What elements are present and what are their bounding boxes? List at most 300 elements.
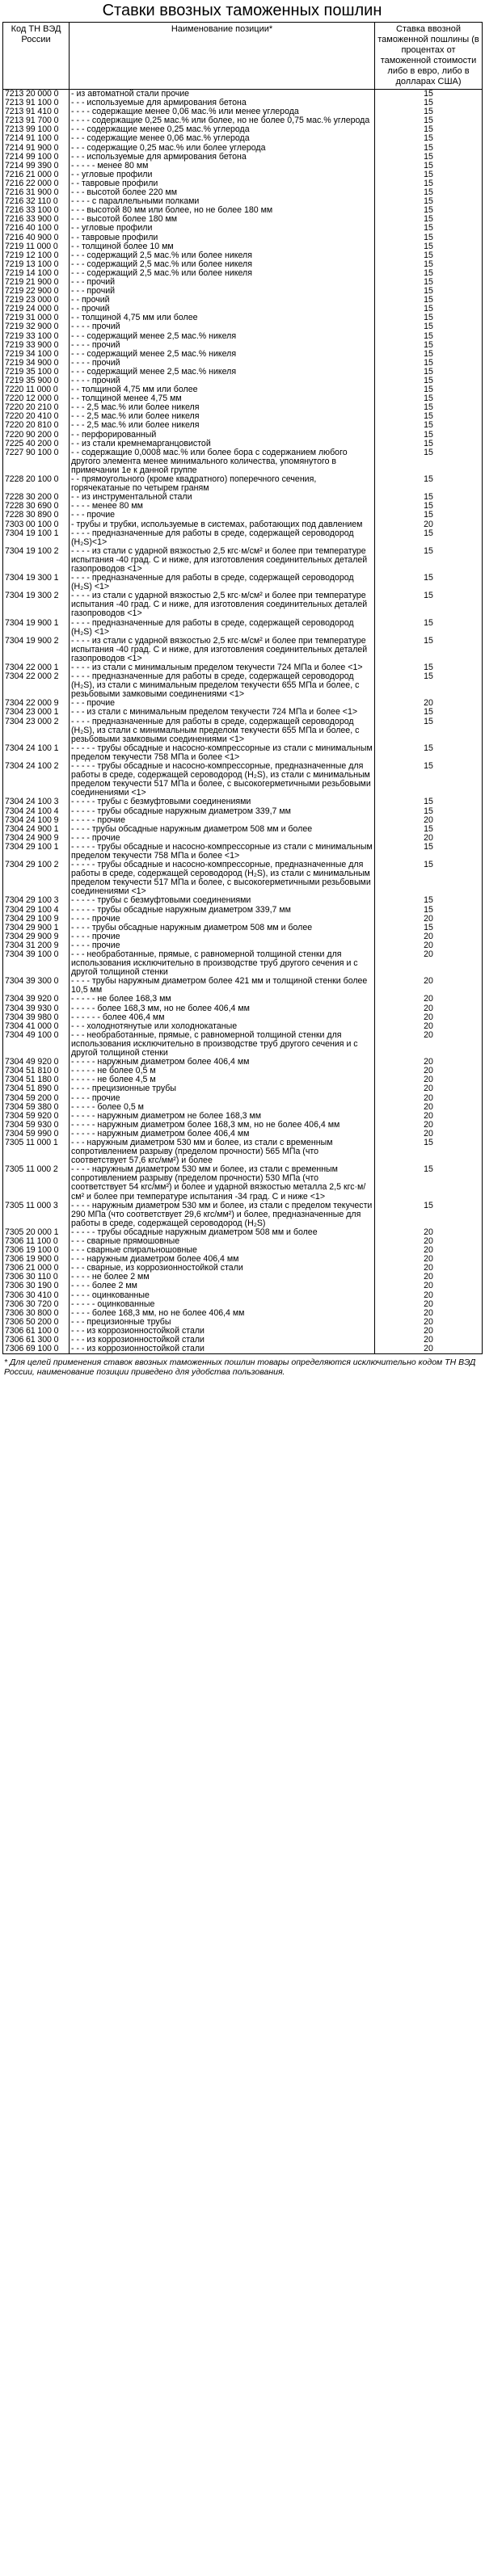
code-cell: 7306 19 900 0: [3, 1255, 70, 1264]
rate-cell: 20: [375, 1022, 483, 1031]
table-body: [3, 90, 483, 1354]
code-cell: 7304 51 810 0: [3, 1067, 70, 1075]
code-cell: 7305 11 000 2: [3, 1165, 70, 1201]
rate-cell: 15: [375, 502, 483, 511]
rate-cell: 15: [375, 350, 483, 359]
name-cell: - - - - прочие: [70, 915, 375, 924]
name-cell: - - - - из стали с ударной вязкостью 2,5 кгс·м/см² и более при температуре испытания -40 град. С и ниже, для изготовления соединительных деталей газопроводов <1>: [70, 547, 375, 574]
code-cell: 7304 59 920 0: [3, 1112, 70, 1121]
rate-cell: 15: [375, 206, 483, 215]
table-row: [3, 672, 483, 699]
code-cell: 7219 34 100 0: [3, 350, 70, 359]
code-cell: 7306 19 100 0: [3, 1246, 70, 1255]
name-cell: - - тавровые профили: [70, 234, 375, 242]
name-cell: - - прочий: [70, 296, 375, 305]
code-cell: 7304 49 920 0: [3, 1058, 70, 1067]
table-row: [3, 1282, 483, 1290]
rate-cell: 15: [375, 269, 483, 278]
rate-cell: 15: [375, 215, 483, 224]
name-cell: - - - содержащие 0,25 мас.% или более углерода: [70, 144, 375, 153]
code-cell: 7304 39 920 0: [3, 995, 70, 1004]
rate-cell: 20: [375, 816, 483, 825]
table-row: [3, 1165, 483, 1201]
name-cell: - - содержащие 0,0008 мас.% или более бора с содержанием любого другого элемента менее минимального количества, упомянутого в примечании 1е к данной группе: [70, 448, 375, 475]
name-cell: - - - содержащий 2,5 мас.% или более никеля: [70, 251, 375, 260]
code-cell: 7304 51 180 0: [3, 1075, 70, 1084]
header-name: Наименование позиции*: [70, 23, 375, 90]
rate-cell: 20: [375, 995, 483, 1004]
code-cell: 7213 91 410 0: [3, 107, 70, 116]
name-cell: - - - - - более 0,5 м: [70, 1103, 375, 1112]
rate-cell: 20: [375, 1237, 483, 1246]
rate-cell: 15: [375, 1202, 483, 1228]
name-cell: - - - - прочие: [70, 834, 375, 843]
table-row: [3, 1202, 483, 1228]
code-cell: 7304 22 000 1: [3, 663, 70, 672]
code-cell: 7306 21 000 0: [3, 1264, 70, 1273]
rate-cell: 15: [375, 278, 483, 287]
name-cell: - - - - - трубы с безмуфтовыми соединениями: [70, 798, 375, 806]
rate-cell: 20: [375, 1130, 483, 1139]
name-cell: - - - 2,5 мас.% или более никеля: [70, 421, 375, 430]
name-cell: - - прямоугольного (кроме квадратного) поперечного сечения, горячекатаные по четырем граням: [70, 475, 375, 493]
table-row: [3, 637, 483, 663]
rate-cell: 15: [375, 896, 483, 905]
rate-cell: 20: [375, 1228, 483, 1237]
table-row: [3, 807, 483, 816]
name-cell: - - - - - трубы обсадные наружным диаметром 339,7 мм: [70, 906, 375, 915]
name-cell: - - - - из стали с ударной вязкостью 2,5 кгс·м/см² и более при температуре испытания -40 град. С и ниже, для изготовления соединительных деталей газопроводов <1>: [70, 591, 375, 618]
code-cell: 7304 59 200 0: [3, 1094, 70, 1103]
name-cell: - - - - - наружным диаметром более 406,4 мм: [70, 1130, 375, 1139]
code-cell: 7304 29 900 9: [3, 932, 70, 941]
code-cell: 7228 30 690 0: [3, 502, 70, 511]
table-row: [3, 906, 483, 915]
table-header-row: [3, 23, 483, 90]
name-cell: - - - - - не более 0,5 м: [70, 1067, 375, 1075]
name-cell: - - - из стали с минимальным пределом текучести 724 МПа и более <1>: [70, 708, 375, 717]
footnote: * Для целей применения ставок ввозных таможенных пошлин товары определяются исключительно кодом ТН ВЭД России, наименование позиции приведено для удобства пользования.: [4, 1357, 476, 1378]
code-cell: 7219 31 000 0: [3, 314, 70, 322]
duties-table: [2, 22, 483, 1354]
rate-cell: 15: [375, 224, 483, 233]
rate-cell: 20: [375, 1264, 483, 1273]
table-row: [3, 1094, 483, 1103]
code-cell: 7228 30 200 0: [3, 493, 70, 502]
rate-cell: 15: [375, 619, 483, 637]
name-cell: - - - - содержащие 0,25 мас.% или более, но не более 0,75 мас.% углерода: [70, 116, 375, 125]
name-cell: - - - сварные прямошовные: [70, 1237, 375, 1246]
name-cell: - - - прочие: [70, 699, 375, 708]
rate-cell: 15: [375, 314, 483, 322]
code-cell: 7216 33 900 0: [3, 215, 70, 224]
name-cell: - из автоматной стали прочие: [70, 90, 375, 99]
rate-cell: 20: [375, 1121, 483, 1130]
rate-cell: 15: [375, 744, 483, 762]
table-row: [3, 861, 483, 896]
code-cell: 7306 11 100 0: [3, 1237, 70, 1246]
rate-cell: 20: [375, 834, 483, 843]
code-cell: 7304 39 930 0: [3, 1004, 70, 1013]
name-cell: - - - содержащий менее 2,5 мас.% никеля: [70, 350, 375, 359]
rate-cell: 20: [375, 1300, 483, 1309]
table-row: [3, 1031, 483, 1058]
name-cell: - - - - - трубы обсадные и насосно-компрессорные из стали с минимальным пределом текучести 758 МПа и более <1>: [70, 744, 375, 762]
code-cell: 7305 20 000 1: [3, 1228, 70, 1237]
name-cell: - - - - оцинкованные: [70, 1291, 375, 1300]
code-cell: 7304 29 100 3: [3, 896, 70, 905]
code-cell: 7304 29 900 1: [3, 924, 70, 932]
rate-cell: 15: [375, 341, 483, 350]
code-cell: 7306 30 800 0: [3, 1309, 70, 1318]
name-cell: - - - необработанные, прямые, с равномерной толщиной стенки для использования исключительно в производстве труб другого сечения и с другой толщиной стенки: [70, 1031, 375, 1058]
code-cell: 7306 61 100 0: [3, 1327, 70, 1336]
code-cell: 7219 13 100 0: [3, 260, 70, 269]
rate-cell: 20: [375, 1112, 483, 1121]
page-title: Ставки ввозных таможенных пошлин: [102, 2, 382, 19]
name-cell: - - - - - наружным диаметром не более 168,3 мм: [70, 1112, 375, 1121]
table-row: [3, 744, 483, 762]
code-cell: 7306 50 200 0: [3, 1318, 70, 1327]
name-cell: - - - - прочий: [70, 322, 375, 331]
header-code: Код ТН ВЭД России: [3, 23, 70, 90]
rate-cell: 15: [375, 637, 483, 663]
rate-cell: 15: [375, 179, 483, 188]
name-cell: - - - - - трубы обсадные и насосно-компрессорные, предназначенные для работы в среде, содержащей сероводород (H₂S), из стали с минимальным пределом текучести 517 МПа и более, с высокогерметичными резьбовыми соединениями <1>: [70, 861, 375, 896]
rate-cell: 15: [375, 242, 483, 251]
code-cell: 7219 23 000 0: [3, 296, 70, 305]
code-cell: 7306 30 410 0: [3, 1291, 70, 1300]
name-cell: - - - высотой более 180 мм: [70, 215, 375, 224]
rate-cell: 15: [375, 708, 483, 717]
name-cell: - - - - наружным диаметром 530 мм и более, из стали с пределом текучести 290 МПа (что соответствует 29,6 кгс/мм²) и более, предназначенные для работы в среде, содержащей сероводород (H₂S): [70, 1202, 375, 1228]
code-cell: 7306 30 720 0: [3, 1300, 70, 1309]
code-cell: 7220 20 810 0: [3, 421, 70, 430]
rate-cell: 15: [375, 591, 483, 618]
name-cell: - - перфорированный: [70, 431, 375, 440]
table-row: [3, 322, 483, 331]
name-cell: - трубы и трубки, используемые в системах, работающих под давлением: [70, 520, 375, 529]
name-cell: - - - - - более 168,3 мм, но не более 406,4 мм: [70, 1004, 375, 1013]
code-cell: 7304 19 900 2: [3, 637, 70, 663]
name-cell: - - - 2,5 мас.% или более никеля: [70, 403, 375, 412]
code-cell: 7219 32 900 0: [3, 322, 70, 331]
name-cell: - - - прецизионные трубы: [70, 1318, 375, 1327]
code-cell: 7304 23 000 1: [3, 708, 70, 717]
name-cell: - - - - не более 2 мм: [70, 1273, 375, 1282]
rate-cell: 15: [375, 287, 483, 296]
rate-cell: 15: [375, 332, 483, 341]
rate-cell: 15: [375, 1139, 483, 1165]
code-cell: 7306 30 110 0: [3, 1273, 70, 1282]
code-cell: 7225 40 200 0: [3, 440, 70, 448]
rate-cell: 15: [375, 762, 483, 798]
code-cell: 7304 19 100 2: [3, 547, 70, 574]
rate-cell: 20: [375, 915, 483, 924]
rate-cell: 20: [375, 699, 483, 708]
rate-cell: 15: [375, 412, 483, 421]
table-row: [3, 1004, 483, 1013]
name-cell: - - - содержащие менее 0,25 мас.% углерода: [70, 125, 375, 134]
rate-cell: 20: [375, 1058, 483, 1067]
code-cell: 7216 22 000 0: [3, 179, 70, 188]
rate-cell: 20: [375, 950, 483, 977]
rate-cell: 15: [375, 529, 483, 547]
name-cell: - - - - наружным диаметром 530 мм и более, из стали с временным сопротивлением разрыву (пределом прочности) 530 МПа (что соответствует 54 кгс/мм²) и более и ударной вязкостью металла 2,5 кгс·м/см² и более при температуре испытания -34 град. С и ниже <1>: [70, 1165, 375, 1201]
code-cell: 7219 21 900 0: [3, 278, 70, 287]
table-row: [3, 234, 483, 242]
name-cell: - - - - прецизионные трубы: [70, 1084, 375, 1093]
code-cell: 7304 22 000 9: [3, 699, 70, 708]
rate-cell: 20: [375, 1075, 483, 1084]
rate-cell: 20: [375, 1031, 483, 1058]
name-cell: - - - 2,5 мас.% или более никеля: [70, 412, 375, 421]
rate-cell: 20: [375, 1282, 483, 1290]
name-cell: - - - - содержащие менее 0,06 мас.% или менее углерода: [70, 107, 375, 116]
rate-cell: 20: [375, 1004, 483, 1013]
table-row: [3, 1084, 483, 1093]
name-cell: - - - - трубы наружным диаметром более 421 мм и толщиной стенки более 10,5 мм: [70, 977, 375, 995]
code-cell: 7304 49 100 0: [3, 1031, 70, 1058]
code-cell: 7228 30 890 0: [3, 511, 70, 520]
name-cell: - - - холоднотянутые или холоднокатаные: [70, 1022, 375, 1031]
code-cell: 7306 30 190 0: [3, 1282, 70, 1290]
name-cell: - - - содержащий 2,5 мас.% или более никеля: [70, 269, 375, 278]
table-row: [3, 547, 483, 574]
name-cell: - - - - - трубы обсадные и насосно-компрессорные, предназначенные для работы в среде, содержащей сероводород (H₂S), из стали с минимальным пределом текучести 517 МПа и более, с высокогерметичными резьбовыми соединениями <1>: [70, 762, 375, 798]
rate-cell: 15: [375, 431, 483, 440]
name-cell: - - - необработанные, прямые, с равномерной толщиной стенки для использования исключительно в производстве труб другого сечения и с другой толщиной стенки: [70, 950, 375, 977]
rate-cell: 15: [375, 125, 483, 134]
code-cell: 7216 32 110 0: [3, 197, 70, 206]
code-cell: 7214 99 390 0: [3, 162, 70, 170]
name-cell: - - - наружным диаметром 530 мм и более, из стали с временным сопротивлением разрыву (пределом прочности) 565 МПа (что соответствует 57,6 кгс/мм²) и более: [70, 1139, 375, 1165]
name-cell: - - - - прочие: [70, 932, 375, 941]
name-cell: - - - используемые для армирования бетона: [70, 99, 375, 107]
table-row: [3, 798, 483, 806]
name-cell: - - - содержащий 2,5 мас.% или более никеля: [70, 260, 375, 269]
code-cell: 7304 24 900 1: [3, 825, 70, 834]
code-cell: 7219 12 100 0: [3, 251, 70, 260]
code-cell: 7306 69 100 0: [3, 1345, 70, 1354]
rate-cell: 15: [375, 144, 483, 153]
table-row: [3, 224, 483, 233]
code-cell: 7220 20 210 0: [3, 403, 70, 412]
name-cell: - - - - - трубы обсадные наружным диаметром 508 мм и более: [70, 1228, 375, 1237]
rate-cell: 15: [375, 385, 483, 394]
name-cell: - - - - из стали с ударной вязкостью 2,5 кгс·м/см² и более при температуре испытания -40 град. С и ниже, для изготовления соединительных деталей газопроводов <1>: [70, 637, 375, 663]
name-cell: - - - - трубы обсадные наружным диаметром 508 мм и более: [70, 825, 375, 834]
rate-cell: 20: [375, 932, 483, 941]
code-cell: 7216 21 000 0: [3, 170, 70, 179]
name-cell: - - - - предназначенные для работы в среде, содержащей сероводород (H₂S), из стали с минимальным пределом текучести 655 МПа и более, с резьбовыми замковыми соединениями <1>: [70, 718, 375, 744]
name-cell: - - - - предназначенные для работы в среде, содержащей сероводород (H₂S) <1>: [70, 574, 375, 591]
name-cell: - - из инструментальной стали: [70, 493, 375, 502]
code-cell: 7213 20 000 0: [3, 90, 70, 99]
name-cell: - - - - - не более 168,3 мм: [70, 995, 375, 1004]
code-cell: 7304 29 100 9: [3, 915, 70, 924]
code-cell: 7219 22 900 0: [3, 287, 70, 296]
code-cell: 7304 51 890 0: [3, 1084, 70, 1093]
rate-cell: 15: [375, 188, 483, 197]
rate-cell: 15: [375, 825, 483, 834]
code-cell: 7220 90 200 0: [3, 431, 70, 440]
code-cell: 7304 24 100 2: [3, 762, 70, 798]
rate-cell: 20: [375, 1345, 483, 1354]
rate-cell: 15: [375, 672, 483, 699]
code-cell: 7219 11 000 0: [3, 242, 70, 251]
rate-cell: 15: [375, 1165, 483, 1201]
name-cell: - - - из коррозионностойкой стали: [70, 1327, 375, 1336]
table-row: [3, 1139, 483, 1165]
table-row: [3, 995, 483, 1004]
name-cell: - - - высотой более 220 мм: [70, 188, 375, 197]
rate-cell: 15: [375, 475, 483, 493]
name-cell: - - - - прочие: [70, 941, 375, 950]
name-cell: - - прочий: [70, 305, 375, 314]
table-row: [3, 520, 483, 529]
table-row: [3, 896, 483, 905]
code-cell: 7305 11 000 3: [3, 1202, 70, 1228]
rate-cell: 15: [375, 260, 483, 269]
name-cell: - - толщиной 4,75 мм или более: [70, 385, 375, 394]
table-row: [3, 431, 483, 440]
table-row: [3, 574, 483, 591]
name-cell: - - толщиной менее 4,75 мм: [70, 394, 375, 403]
code-cell: 7304 24 900 9: [3, 834, 70, 843]
rate-cell: 15: [375, 359, 483, 368]
name-cell: - - - - - трубы обсадные и насосно-компрессорные из стали с минимальным пределом текучести 758 МПа и более <1>: [70, 843, 375, 861]
code-cell: 7304 29 100 2: [3, 861, 70, 896]
table-row: [3, 950, 483, 977]
rate-cell: 15: [375, 511, 483, 520]
name-cell: - - - - прочий: [70, 359, 375, 368]
name-cell: - - - - менее 80 мм: [70, 502, 375, 511]
name-cell: - - - - предназначенные для работы в среде, содержащей сероводород (H₂S)<1>: [70, 529, 375, 547]
rate-cell: 15: [375, 90, 483, 99]
rate-cell: 15: [375, 493, 483, 502]
rate-cell: 15: [375, 134, 483, 143]
rate-cell: 15: [375, 377, 483, 385]
name-cell: - - - - - оцинкованные: [70, 1300, 375, 1309]
rate-cell: 15: [375, 843, 483, 861]
name-cell: - - - из коррозионностойкой стали: [70, 1345, 375, 1354]
code-cell: 7304 24 100 9: [3, 816, 70, 825]
rate-cell: 15: [375, 394, 483, 403]
name-cell: - - - - - трубы обсадные наружным диаметром 339,7 мм: [70, 807, 375, 816]
rate-cell: 15: [375, 296, 483, 305]
code-cell: 7304 22 000 2: [3, 672, 70, 699]
name-cell: - - - - предназначенные для работы в среде, содержащей сероводород (H₂S), из стали с минимальным пределом текучести 655 МПа и более, с резьбовыми замковыми соединениями <1>: [70, 672, 375, 699]
rate-cell: 15: [375, 807, 483, 816]
code-cell: 7304 24 100 1: [3, 744, 70, 762]
rate-cell: 20: [375, 1291, 483, 1300]
rate-cell: 15: [375, 861, 483, 896]
rate-cell: 15: [375, 116, 483, 125]
code-cell: 7306 61 300 0: [3, 1336, 70, 1345]
name-cell: - - - - - наружным диаметром более 168,3 мм, но не более 406,4 мм: [70, 1121, 375, 1130]
name-cell: - - - - - менее 80 мм: [70, 162, 375, 170]
name-cell: - - - используемые для армирования бетона: [70, 153, 375, 162]
name-cell: - - - - прочий: [70, 377, 375, 385]
document: [2, 0, 482, 1377]
rate-cell: 20: [375, 1067, 483, 1075]
code-cell: 7216 31 900 0: [3, 188, 70, 197]
code-cell: 7304 23 000 2: [3, 718, 70, 744]
rate-cell: 20: [375, 1318, 483, 1327]
table-row: [3, 1345, 483, 1354]
name-cell: - - - - - наружным диаметром более 406,4 мм: [70, 1058, 375, 1067]
table-row: [3, 511, 483, 520]
rate-cell: 20: [375, 1336, 483, 1345]
table-row: [3, 619, 483, 637]
name-cell: - - из стали кремнемарганцовистой: [70, 440, 375, 448]
code-cell: 7304 39 100 0: [3, 950, 70, 977]
code-cell: 7304 41 000 0: [3, 1022, 70, 1031]
code-cell: 7304 59 380 0: [3, 1103, 70, 1112]
table-row: [3, 1291, 483, 1300]
code-cell: 7214 91 100 0: [3, 134, 70, 143]
code-cell: 7216 33 100 0: [3, 206, 70, 215]
rate-cell: 15: [375, 906, 483, 915]
name-cell: - - - - с параллельными полками: [70, 197, 375, 206]
name-cell: - - - сварные, из коррозионностойкой стали: [70, 1264, 375, 1273]
name-cell: - - угловые профили: [70, 170, 375, 179]
code-cell: 7214 99 100 0: [3, 153, 70, 162]
table-row: [3, 144, 483, 153]
rate-cell: 15: [375, 403, 483, 412]
name-cell: - - - содержащий менее 2,5 мас.% никеля: [70, 332, 375, 341]
table-row: [3, 134, 483, 143]
rate-cell: 15: [375, 162, 483, 170]
code-cell: 7304 19 300 2: [3, 591, 70, 618]
code-cell: 7228 20 100 0: [3, 475, 70, 493]
code-cell: 7304 19 300 1: [3, 574, 70, 591]
rate-cell: 15: [375, 798, 483, 806]
code-cell: 7219 24 000 0: [3, 305, 70, 314]
name-cell: - - - - - - более 406,4 мм: [70, 1013, 375, 1022]
table-row: [3, 475, 483, 493]
name-cell: - - толщиной более 10 мм: [70, 242, 375, 251]
code-cell: 7214 91 900 0: [3, 144, 70, 153]
header-rate: Ставка ввозной таможенной пошлины (в процентах от таможенной стоимости либо в евро, либо в долларах США): [375, 23, 483, 90]
rate-cell: 20: [375, 977, 483, 995]
rate-cell: 15: [375, 547, 483, 574]
code-cell: 7219 33 900 0: [3, 341, 70, 350]
rate-cell: 20: [375, 1084, 483, 1093]
code-cell: 7304 24 100 4: [3, 807, 70, 816]
table-row: [3, 591, 483, 618]
rate-cell: 15: [375, 924, 483, 932]
code-cell: 7303 00 100 0: [3, 520, 70, 529]
code-cell: 7304 29 100 1: [3, 843, 70, 861]
code-cell: 7220 12 000 0: [3, 394, 70, 403]
table-row: [3, 718, 483, 744]
rate-cell: 20: [375, 1255, 483, 1264]
rate-cell: 20: [375, 1103, 483, 1112]
name-cell: - - толщиной 4,75 мм или более: [70, 314, 375, 322]
rate-cell: 20: [375, 1246, 483, 1255]
rate-cell: 15: [375, 448, 483, 475]
rate-cell: 15: [375, 170, 483, 179]
rate-cell: 15: [375, 153, 483, 162]
name-cell: - - - - более 2 мм: [70, 1282, 375, 1290]
rate-cell: 15: [375, 368, 483, 377]
rate-cell: 15: [375, 718, 483, 744]
name-cell: - - - - - трубы с безмуфтовыми соединениями: [70, 896, 375, 905]
code-cell: 7220 11 000 0: [3, 385, 70, 394]
rate-cell: 15: [375, 197, 483, 206]
